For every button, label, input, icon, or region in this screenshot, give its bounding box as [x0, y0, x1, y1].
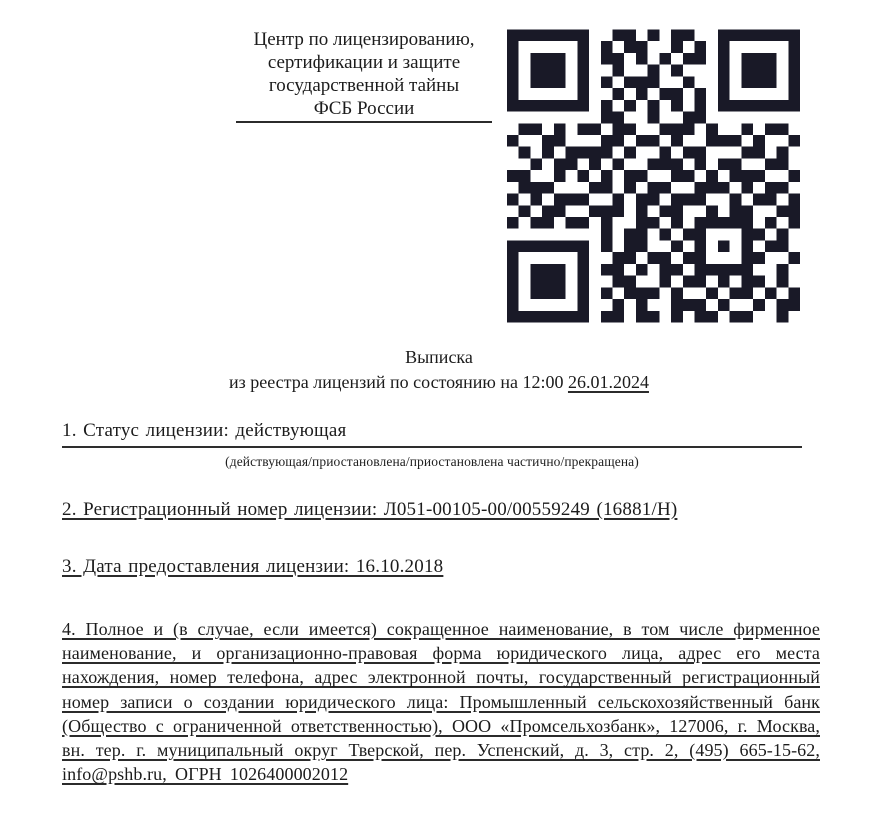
- registration-number-text: 2. Регистрационный номер лицензии: Л051-00105-00/00559249 (16881/Н): [62, 499, 678, 520]
- title-line-1: Выписка: [405, 347, 473, 367]
- extract-date: 26.01.2024: [567, 372, 649, 392]
- title-line-2: [0, 370, 878, 395]
- field-licensee-details: 4. Полное и (в случае, если имеется) сокращенное наименование, в том числе фирменное наименование, и организационно-правовая форма юридического лица, адрес его места нахождения, номер телефона, адрес электронной почты, государственный регистрационный номер записи о создании юридического лица: Промышленный сельскохозяйственный банк (Общество с ограниченной ответственностью), ООО «Промсельхозбанк», 127006, г. Москва, вн. тер. г. муниципальный округ Тверской, пер. Успенский, д. 3, стр. 2, (495) 665-15-62, info@pshb.ru, ОГРН 1026400002012: [62, 619, 820, 785]
- grant-date-text: 3. Дата предоставления лицензии: 16.10.2018: [62, 556, 444, 577]
- qr-code: [507, 28, 800, 324]
- org-line-3: государственной тайны: [268, 75, 460, 96]
- title-line-2-text: из реестра лицензий по состоянию на 12:00: [229, 372, 568, 392]
- field-registration-number: [62, 499, 677, 521]
- org-line-1: Центр по лицензированию,: [253, 29, 475, 50]
- org-line-4: ФСБ России: [313, 98, 415, 119]
- status-options-note: (действующая/приостановлена/приостановлена частично/прекращена): [225, 454, 639, 469]
- org-line-2: сертификации и защите: [267, 52, 461, 73]
- issuing-authority-header: [236, 28, 492, 123]
- license-status-text: 1. Статус лицензии: действующая: [62, 420, 347, 441]
- field-grant-date: [62, 556, 443, 578]
- document-title: [0, 345, 878, 395]
- field-license-status: [62, 420, 802, 448]
